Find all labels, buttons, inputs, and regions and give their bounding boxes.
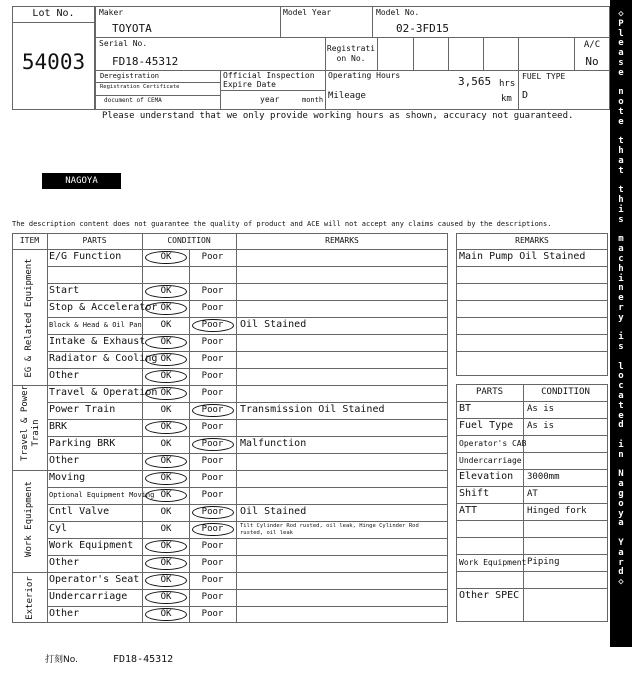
row-remark: Transmission Oil Stained [240,404,385,415]
location-badge [42,173,121,189]
maker-value: TOYOTA [112,22,152,35]
poor-option[interactable]: Poor [201,524,224,534]
ac-label: A/C [583,40,601,50]
row-part: BRK [49,421,68,432]
group-label-travel-1: Travel & Power [20,385,30,461]
row-part: Operator's Seat [49,574,140,585]
footer-stamp-label: 打刻No. [45,655,78,665]
ok-option[interactable]: OK [160,575,172,585]
ok-selected-mark [145,370,187,383]
group-label-work: Work Equipment [24,481,34,557]
row-part: Other [49,557,80,568]
row-part: Moving [49,472,86,483]
serial-value: FD18-45312 [112,55,179,68]
row-remark: Oil Stained [240,506,307,517]
km-label: km [501,94,512,104]
poor-option[interactable]: Poor [201,490,224,500]
spec-part: Operator's CAB [459,439,527,448]
ok-option[interactable]: OK [160,405,172,415]
col-header-remarks: REMARKS [325,236,359,245]
col-header-item: ITEM [19,236,40,245]
ok-selected-mark [145,251,187,264]
spec-part: ATT [459,505,478,516]
poor-option[interactable]: Poor [201,354,224,364]
specs-header-parts: PARTS [475,387,504,397]
spec-value: Hinged fork [527,506,587,516]
ok-selected-mark [145,285,187,298]
row-part: Start [49,285,80,296]
poor-option[interactable]: Poor [201,252,224,262]
ok-option[interactable]: OK [160,558,172,568]
row-part: Block & Head & Oil Pan [49,321,142,329]
cema-label: document of CEMA [104,97,162,104]
poor-selected-mark [192,319,234,332]
spec-value: As is [527,404,555,414]
ok-option[interactable]: OK [160,371,172,381]
footer-stamp-value: FD18-45312 [113,654,174,665]
inspection-label-1: Official Inspection [223,71,315,80]
ok-selected-mark [145,387,187,400]
row-part: Parking BRK [49,438,116,449]
spec-part: Undercarriage [459,456,522,465]
row-part: Cntl Valve [49,506,110,517]
ok-option[interactable]: OK [160,490,172,500]
specs-header-condition: CONDITION [541,387,590,397]
ok-selected-mark [145,353,187,366]
row-part: Cyl [49,523,68,534]
ok-option[interactable]: OK [160,609,172,619]
poor-option[interactable]: Poor [201,337,224,347]
row-part: Travel & Operation [49,387,158,398]
row-part: Other [49,370,80,381]
row-remark: Oil Stained [240,319,307,330]
hrs-label: hrs [499,79,516,89]
location-sidebar [610,0,632,647]
spec-value: 3000mm [527,472,560,482]
col-header-condition: CONDITION [167,236,211,245]
row-part: Intake & Exhaust [49,336,146,347]
operating-hours-value: 3,565 [458,75,492,88]
model-no-value: 02-3FD15 [396,22,449,35]
sidebar-text: ◇ P l e a s e n o t e t h a t t h i s m a c h i n e r y i s l o c a t e d i n N a g o y a Y a r d ◇ [618,9,624,588]
group-label-exterior: Exterior [25,576,35,620]
group-label-eg: EG & Related Equipment [24,258,34,378]
spec-value: As is [527,421,555,431]
poor-selected-mark [192,404,234,417]
poor-option[interactable]: Poor [201,320,224,330]
ac-value: No [585,55,599,68]
ok-selected-mark [145,608,187,621]
mileage-label: Mileage [328,91,366,101]
row-part: Other [49,608,80,619]
row-part: Work Equipment [49,540,134,551]
spec-part: Elevation [459,471,514,482]
ok-option[interactable]: OK [160,354,172,364]
fuel-type-label: FUEL TYPE [522,72,566,81]
row-part: Power Train [49,404,116,415]
deregistration-label: Deregistration [100,72,160,80]
ok-option[interactable]: OK [160,507,172,517]
ok-selected-mark [145,574,187,587]
ok-option[interactable]: OK [160,541,172,551]
spec-value: Piping [527,557,560,567]
group-label-travel-2: Train [31,419,41,447]
row-remark: Tilt Cylinder Rod rusted, oil leak, Hinge Cylinder Rod rusted, oil leak [240,523,419,536]
month-label: month [302,96,324,104]
row-part: Stop & Accelerator [49,302,158,313]
ok-option[interactable]: OK [160,524,172,534]
row-remark: Malfunction [240,438,307,449]
spec-part: Fuel Type [459,420,514,431]
registration-label-1: Registrati [326,44,376,53]
col-header-parts: PARTS [82,236,107,245]
poor-option[interactable]: Poor [201,303,224,313]
ok-option[interactable]: OK [160,337,172,347]
model-year-label: Model Year [283,8,332,17]
ok-option[interactable]: OK [160,422,172,432]
year-label: year [260,95,280,104]
spec-value: AT [527,489,538,499]
extra-remarks-header: REMARKS [515,236,549,245]
inspection-label-2: Expire Date [223,80,276,89]
location-badge-text: NAGOYA [65,176,98,186]
ok-selected-mark [145,421,187,434]
extra-remarks-first: Main Pump Oil Stained [459,251,586,262]
lot-label: Lot No. [32,8,75,19]
poor-option[interactable]: Poor [201,473,224,483]
poor-option[interactable]: Poor [201,439,224,449]
ok-selected-mark [145,591,187,604]
working-hours-notice: Please understand that we only provide working hours as shown, accuracy not guaranteed. [102,111,574,121]
poor-option[interactable]: Poor [201,286,224,296]
ok-selected-mark [145,336,187,349]
lot-value: 54003 [21,50,86,74]
ok-option[interactable]: OK [160,286,172,296]
ok-option[interactable]: OK [160,320,172,330]
ok-selected-mark [145,472,187,485]
poor-option[interactable]: Poor [201,422,224,432]
row-part: E/G Function [49,251,122,262]
spec-part: Other SPEC [459,590,520,601]
maker-label: Maker [99,8,124,17]
ok-selected-mark [145,455,187,468]
poor-option[interactable]: Poor [201,541,224,551]
spec-part: Work Equipment [459,558,527,567]
poor-selected-mark [192,523,234,536]
poor-option[interactable]: Poor [201,371,224,381]
operating-hours-label: Operating Hours [328,71,401,80]
ok-option[interactable]: OK [160,388,172,398]
poor-option[interactable]: Poor [201,575,224,585]
poor-option[interactable]: Poor [201,592,224,602]
ok-option[interactable]: OK [160,592,172,602]
poor-option[interactable]: Poor [201,388,224,398]
disclaimer: The description content does not guarantee the quality of product and ACE will not accept any claims caused by the descriptions. [12,220,552,228]
ok-selected-mark [145,540,187,553]
row-part: Undercarriage [49,591,128,602]
poor-selected-mark [192,438,234,451]
ok-selected-mark [145,302,187,315]
row-part: Radiator & Cooling [49,353,158,364]
serial-label: Serial No. [99,39,148,48]
registration-label-2: on No. [336,54,366,63]
poor-option[interactable]: Poor [201,609,224,619]
ok-option[interactable]: OK [160,303,172,313]
row-part: Optional Equipment Moving [49,491,155,499]
poor-selected-mark [192,506,234,519]
ok-selected-mark [145,489,187,502]
poor-option[interactable]: Poor [201,507,224,517]
spec-part: BT [459,403,472,414]
ok-option[interactable]: OK [160,456,172,466]
model-no-label: Model No. [376,8,420,17]
fuel-type-value: D [522,90,529,101]
poor-option[interactable]: Poor [201,558,224,568]
spec-part: Shift [459,488,490,499]
row-part: Other [49,455,80,466]
poor-option[interactable]: Poor [201,456,224,466]
ok-option[interactable]: OK [160,473,172,483]
ok-selected-mark [145,557,187,570]
ok-option[interactable]: OK [160,439,172,449]
poor-option[interactable]: Poor [201,405,224,415]
registration-certificate-label: Registration Certificate [100,84,180,90]
ok-option[interactable]: OK [160,252,172,262]
